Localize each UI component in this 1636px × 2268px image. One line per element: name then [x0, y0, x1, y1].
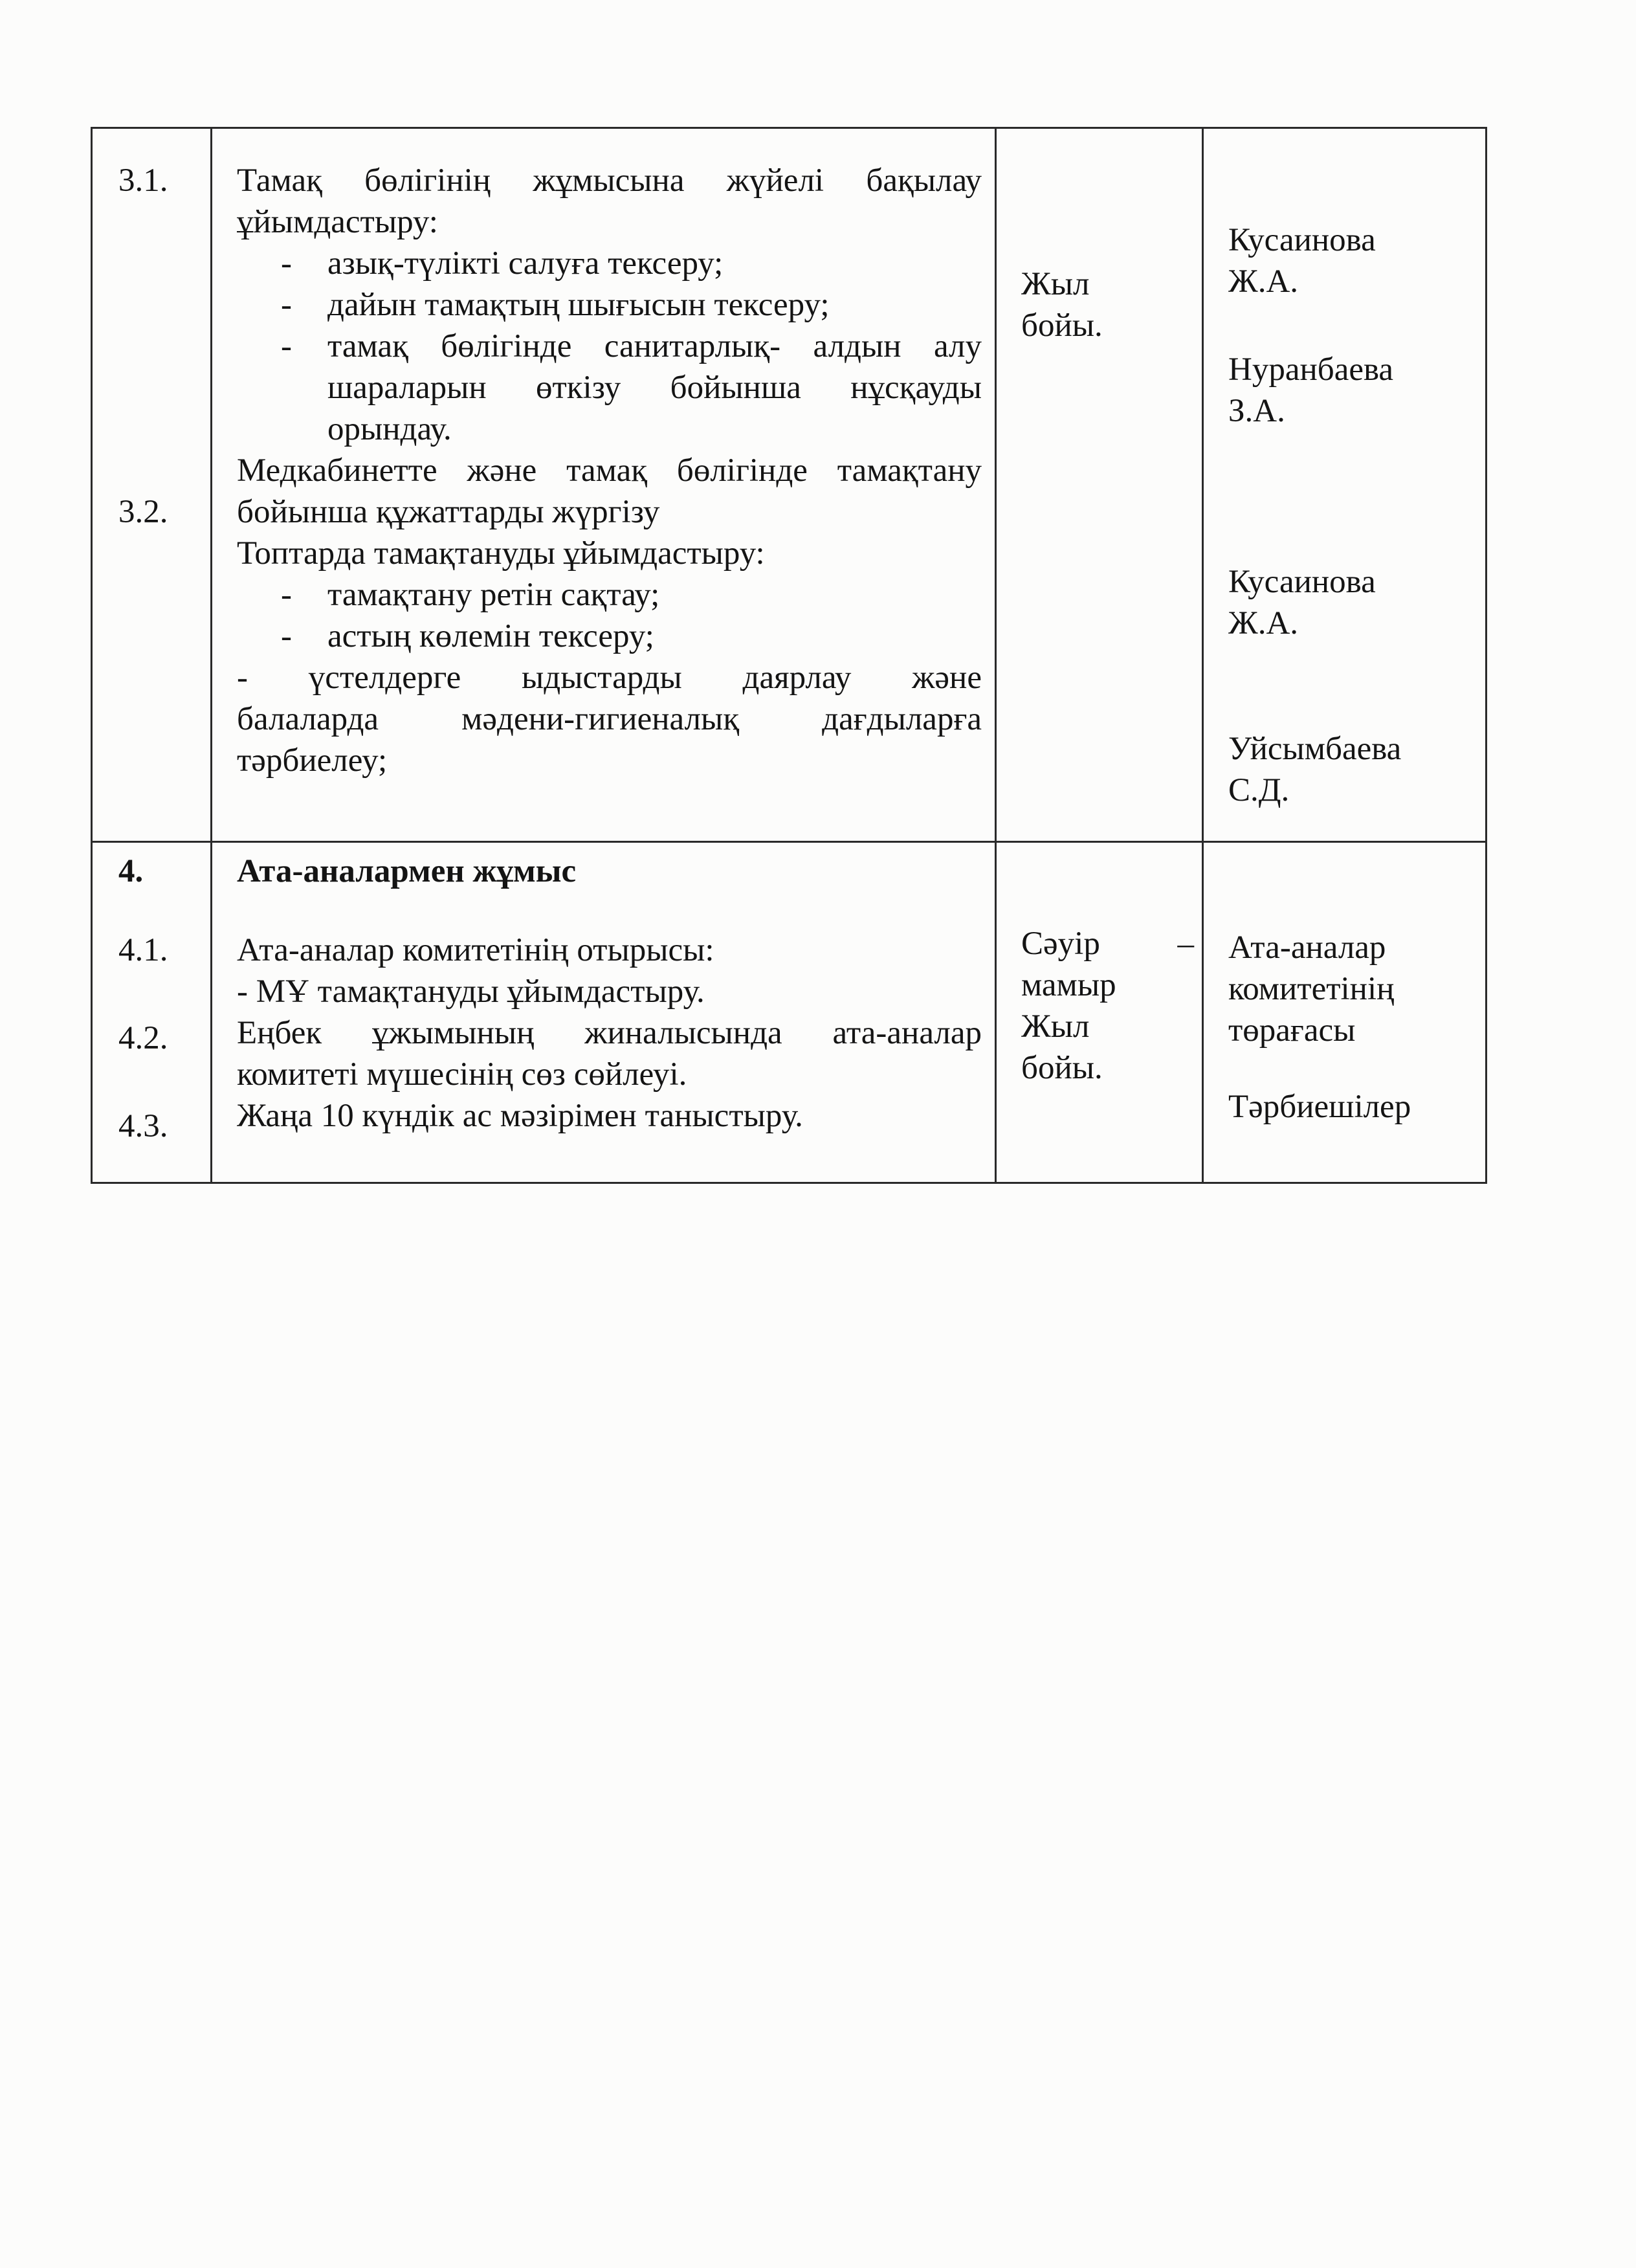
item-number: 4.3.	[118, 1108, 168, 1144]
paragraph-line: - МҰ тамақтануды ұйымдастыру.	[237, 973, 705, 1010]
responsible-name: Кусаинова	[1228, 222, 1376, 258]
paragraph-line: - үстелдерге ыдыстарды даярлау және	[237, 660, 982, 696]
dash-bullet: -	[281, 328, 292, 364]
responsible-initials: З.А.	[1228, 393, 1285, 429]
responsible-initials: Ж.А.	[1228, 263, 1299, 300]
item-number: 3.1.	[118, 162, 168, 199]
list-item: - тамақ бөлігінде санитарлық- алдын алу шараларын өткізу бойынша нұсқауды орындау.	[237, 326, 982, 450]
table-row	[92, 842, 1487, 1183]
item-number: 4.2.	[118, 1020, 168, 1056]
plan-table	[91, 127, 1487, 1184]
list-item: - тамақтану ретін сақтау;	[237, 574, 982, 616]
list-item: - астың көлемін тексеру;	[237, 616, 982, 657]
paragraph-line: Топтарда тамақтануды ұйымдастыру:	[237, 535, 765, 572]
responsible-name: төрағасы	[1228, 1012, 1356, 1049]
list-item: - дайын тамақтың шығысын тексеру;	[237, 284, 982, 326]
responsible-initials: С.Д.	[1228, 772, 1290, 808]
responsible-name: Уйсымбаева	[1228, 731, 1402, 767]
dash-bullet: -	[281, 245, 292, 282]
paragraph-line: Ата-аналар комитетінің отырысы:	[237, 932, 714, 968]
period-cell	[996, 842, 1203, 1183]
responsible-cell	[1203, 842, 1487, 1183]
content-cell	[212, 842, 996, 1183]
period-text: мамыр	[1021, 967, 1116, 1003]
paragraph-line: ұйымдастыру:	[237, 204, 438, 240]
responsible-name: комитетінің	[1228, 971, 1395, 1007]
item-number-cell	[92, 128, 212, 842]
responsible-name: Ата-аналар	[1228, 929, 1386, 966]
list-item: - азық-түлікті салуға тексеру;	[237, 243, 982, 284]
item-number: 4.1.	[118, 932, 168, 968]
period-text: бойы.	[1021, 307, 1103, 344]
responsible-cell	[1203, 128, 1487, 842]
paragraph-line: бойынша құжаттарды жүргізу	[237, 494, 660, 530]
responsible-name: Нуранбаева	[1228, 351, 1394, 388]
paragraph-line: комитеті мүшесінің сөз сөйлеуі.	[237, 1056, 687, 1093]
item-number: 3.2.	[118, 494, 168, 530]
period-text: Жыл	[1021, 266, 1090, 302]
paragraph-line: Тамақ бөлігінің жұмысына жүйелі бақылау	[237, 162, 982, 199]
period-cell	[996, 128, 1203, 842]
responsible-name: Тәрбиешілер	[1228, 1089, 1411, 1125]
responsible-initials: Ж.А.	[1228, 605, 1299, 641]
item-number-cell	[92, 842, 212, 1183]
paragraph-line: балаларда мәдени-гигиеналық дағдыларға	[237, 701, 982, 737]
paragraph-line: Медкабинетте және тамақ бөлігінде тамақтану	[237, 452, 982, 489]
section-heading: Ата-аналармен жұмыс	[237, 853, 577, 889]
period-text: Жыл	[1021, 1008, 1090, 1045]
content-cell	[212, 128, 996, 842]
paragraph-line: Еңбек ұжымының жиналысында ата-аналар	[237, 1015, 982, 1051]
paragraph-line: Жаңа 10 күндік ас мәзірімен таныстыру.	[237, 1098, 803, 1134]
period-text: бойы.	[1021, 1050, 1103, 1086]
paragraph-line: тәрбиелеу;	[237, 742, 388, 779]
responsible-name: Кусаинова	[1228, 564, 1376, 600]
table-row	[92, 128, 1487, 842]
period-text: Сәуір –	[1021, 926, 1194, 962]
section-number: 4.	[118, 853, 144, 889]
dash-bullet: -	[281, 287, 292, 323]
dash-bullet: -	[281, 577, 292, 613]
dash-bullet: -	[281, 618, 292, 654]
